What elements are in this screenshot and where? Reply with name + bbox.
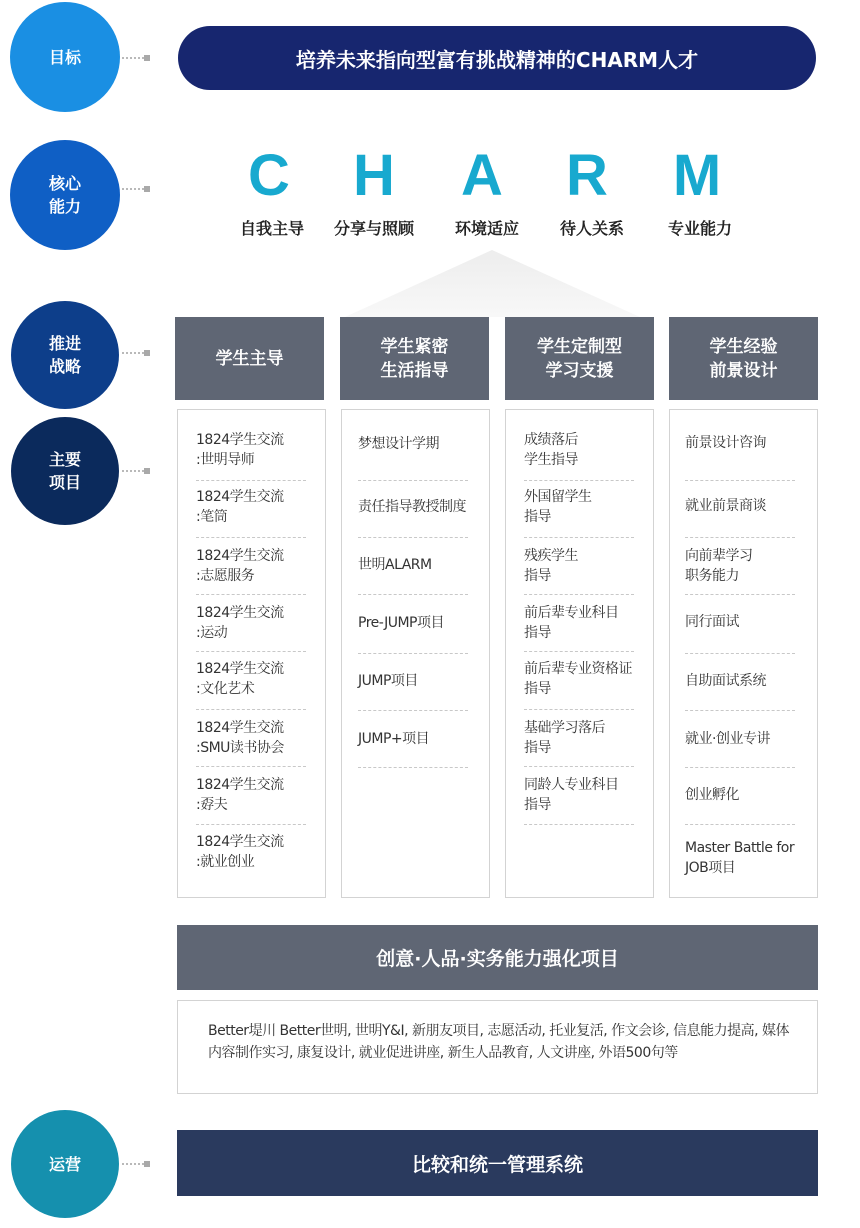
list-item: JUMP项目 (358, 673, 418, 689)
list-item: 同行面试 (685, 614, 739, 630)
divider (358, 537, 468, 538)
project-column (505, 409, 654, 898)
list-item: 梦想设计学期 (358, 436, 439, 452)
divider (196, 594, 306, 595)
connector-square (144, 1161, 150, 1167)
divider (524, 824, 634, 825)
list-item: 就业前景商谈 (685, 498, 766, 514)
list-item: 成绩落后 学生指导 (524, 432, 578, 468)
items-circle: 主要 项目 (11, 417, 119, 525)
list-item: 1824学生交流 :就业创业 (196, 834, 284, 870)
enhancement-box (177, 1000, 818, 1094)
divider (196, 537, 306, 538)
ops-circle: 运营 (11, 1110, 119, 1218)
charm-letter-r: R (566, 143, 608, 208)
list-item: 自助面试系统 (685, 673, 766, 689)
divider (685, 480, 795, 481)
list-item: 1824学生交流 :运动 (196, 605, 284, 641)
divider (196, 480, 306, 481)
list-item: 1824学生交流 :世明导师 (196, 432, 284, 468)
list-item: 前后辈专业科目 指导 (524, 605, 619, 641)
pyramid-roof (0, 0, 860, 330)
divider (358, 767, 468, 768)
list-item: 创业孵化 (685, 787, 739, 803)
charm-word: 待人关系 (559, 219, 624, 238)
list-item: 世明ALARM (358, 557, 432, 573)
list-item: 1824学生交流 :文化艺术 (196, 661, 284, 697)
divider (196, 766, 306, 767)
divider (685, 710, 795, 711)
divider (196, 824, 306, 825)
divider (685, 767, 795, 768)
divider (685, 653, 795, 654)
divider (524, 480, 634, 481)
list-item: Master Battle for JOB项目 (685, 840, 795, 876)
list-item: 1824学生交流 :孬夫 (196, 777, 284, 813)
divider (524, 651, 634, 652)
divider (196, 651, 306, 652)
list-item: 向前辈学习 职务能力 (685, 548, 753, 584)
enhancement-text: Better堤川 Better世明, 世明Y&I, 新朋友项目, 志愿活动, 托业复活, 作文会诊, 信息能力提高, 媒体内容制作实习, 康复设计, 就业促进讲座, 新生人品教育, 人文讲座, 外语500句等 (208, 1023, 789, 1061)
list-item: 1824学生交流 :SMU读书协会 (196, 720, 284, 756)
list-item: 残疾学生 指导 (524, 548, 578, 584)
list-item: Pre-JUMP项目 (358, 615, 444, 631)
divider (524, 709, 634, 710)
divider (358, 480, 468, 481)
strategy-circle: 推进 战略 (11, 301, 119, 409)
charm-letter-c: C (248, 143, 290, 208)
divider (524, 766, 634, 767)
list-item: 前后辈专业资格证 指导 (524, 661, 632, 697)
project-column (669, 409, 818, 898)
list-item: JUMP+项目 (358, 731, 430, 747)
list-item: 责任指导教授制度 (358, 499, 466, 515)
enhancement-title: 创意·人品·实务能力强化项目 (177, 925, 818, 990)
charm-word: 自我主导 (239, 219, 304, 238)
list-item: 基础学习落后 指导 (524, 720, 605, 756)
goal-circle: 目标 (10, 2, 120, 112)
charm-letter-m: M (672, 143, 722, 208)
core-circle: 核心 能力 (10, 140, 120, 250)
list-item: 外国留学生 指导 (524, 489, 592, 525)
strategy-header: 学生经验 前景设计 (669, 317, 818, 400)
divider (358, 594, 468, 595)
divider (524, 537, 634, 538)
connector-square (144, 350, 150, 356)
charm-word: 环境适应 (454, 219, 519, 238)
connector-square (144, 468, 150, 474)
divider (524, 594, 634, 595)
list-item: 1824学生交流 :志愿服务 (196, 548, 284, 584)
strategy-header: 学生主导 (175, 317, 324, 400)
project-column (341, 409, 490, 898)
charm-word: 专业能力 (667, 219, 732, 238)
divider (685, 594, 795, 595)
strategy-header: 学生定制型 学习支援 (505, 317, 654, 400)
list-item: 同龄人专业科目 指导 (524, 777, 619, 813)
list-item: 就业·创业专讲 (685, 731, 770, 747)
list-item: 1824学生交流 :笔筒 (196, 489, 284, 525)
divider (196, 709, 306, 710)
operations-banner: 比较和统一管理系统 (177, 1130, 818, 1196)
project-column (177, 409, 326, 898)
goal-banner: 培养未来指向型富有挑战精神的CHARM人才 (178, 26, 816, 90)
divider (358, 710, 468, 711)
list-item: 前景设计咨询 (685, 435, 766, 451)
strategy-header: 学生紧密 生活指导 (340, 317, 489, 400)
charm-word: 分享与照顾 (333, 219, 414, 238)
divider (685, 824, 795, 825)
divider (685, 537, 795, 538)
charm-letter-h: H (353, 143, 395, 208)
charm-letter-a: A (461, 143, 503, 208)
divider (358, 653, 468, 654)
